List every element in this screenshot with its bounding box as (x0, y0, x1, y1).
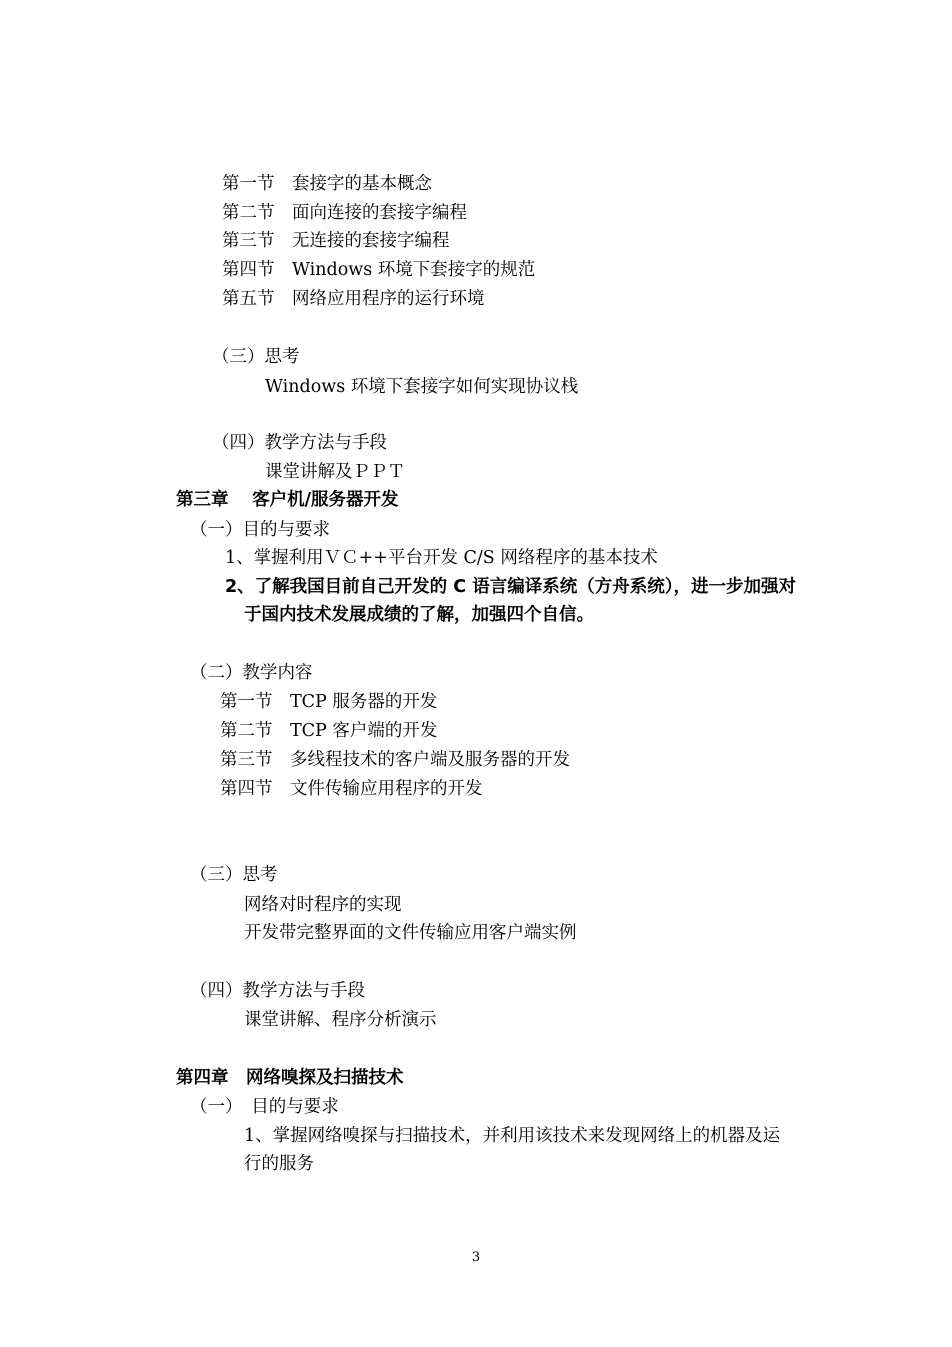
ch3-section-1: 第一节 TCP 服务器的开发 (220, 692, 438, 712)
ch3-section-2: 第二节 TCP 客户端的开发 (220, 721, 438, 741)
ch4-title: 第四章 网络嗅探及扫描技术 (176, 1068, 404, 1088)
ch3-think-heading: （三）思考 (190, 865, 278, 885)
ch2-section-1: 第一节 套接字的基本概念 (222, 174, 432, 194)
ch3-method-item: 课堂讲解、程序分析演示 (244, 1010, 437, 1030)
ch3-title: 第三章 客户机/服务器开发 (176, 490, 399, 510)
ch4-goal-heading: （一） 目的与要求 (190, 1097, 339, 1117)
ch3-method-heading: （四）教学方法与手段 (190, 981, 365, 1001)
ch4-goal-1-line1: 1、掌握网络嗅探与扫描技术，并利用该技术来发现网络上的机器及运 (244, 1126, 781, 1146)
ch3-goal-2-line2: 于国内技术发展成绩的了解，加强四个自信。 (244, 605, 594, 625)
ch3-think-item-2: 开发带完整界面的文件传输应用客户端实例 (244, 923, 577, 943)
ch4-goal-1-line2: 行的服务 (244, 1154, 314, 1174)
ch3-section-3: 第三节 多线程技术的客户端及服务器的开发 (220, 750, 570, 770)
ch3-think-item-1: 网络对时程序的实现 (244, 895, 402, 915)
ch2-section-2: 第二节 面向连接的套接字编程 (222, 203, 467, 223)
ch2-method-item: 课堂讲解及ＰＰＴ (265, 462, 405, 482)
ch2-section-3: 第三节 无连接的套接字编程 (222, 231, 450, 251)
ch2-method-heading: （四）教学方法与手段 (212, 433, 387, 453)
ch3-content-heading: （二）教学内容 (190, 663, 313, 683)
ch2-think-heading: （三）思考 (212, 347, 300, 367)
ch2-section-4: 第四节 Windows 环境下套接字的规范 (222, 260, 536, 280)
ch3-goal-heading: （一）目的与要求 (190, 520, 330, 540)
ch3-goal-2-line1: 2、了解我国目前自己开发的 C 语言编译系统（方舟系统），进一步加强对 (225, 577, 796, 597)
ch2-think-item: Windows 环境下套接字如何实现协议栈 (265, 377, 579, 397)
ch2-section-5: 第五节 网络应用程序的运行环境 (222, 289, 485, 309)
page-number: 3 (471, 1250, 481, 1265)
ch3-section-4: 第四节 文件传输应用程序的开发 (220, 779, 483, 799)
ch3-goal-1: 1、掌握利用ＶＣ++平台开发 C/S 网络程序的基本技术 (225, 548, 658, 568)
